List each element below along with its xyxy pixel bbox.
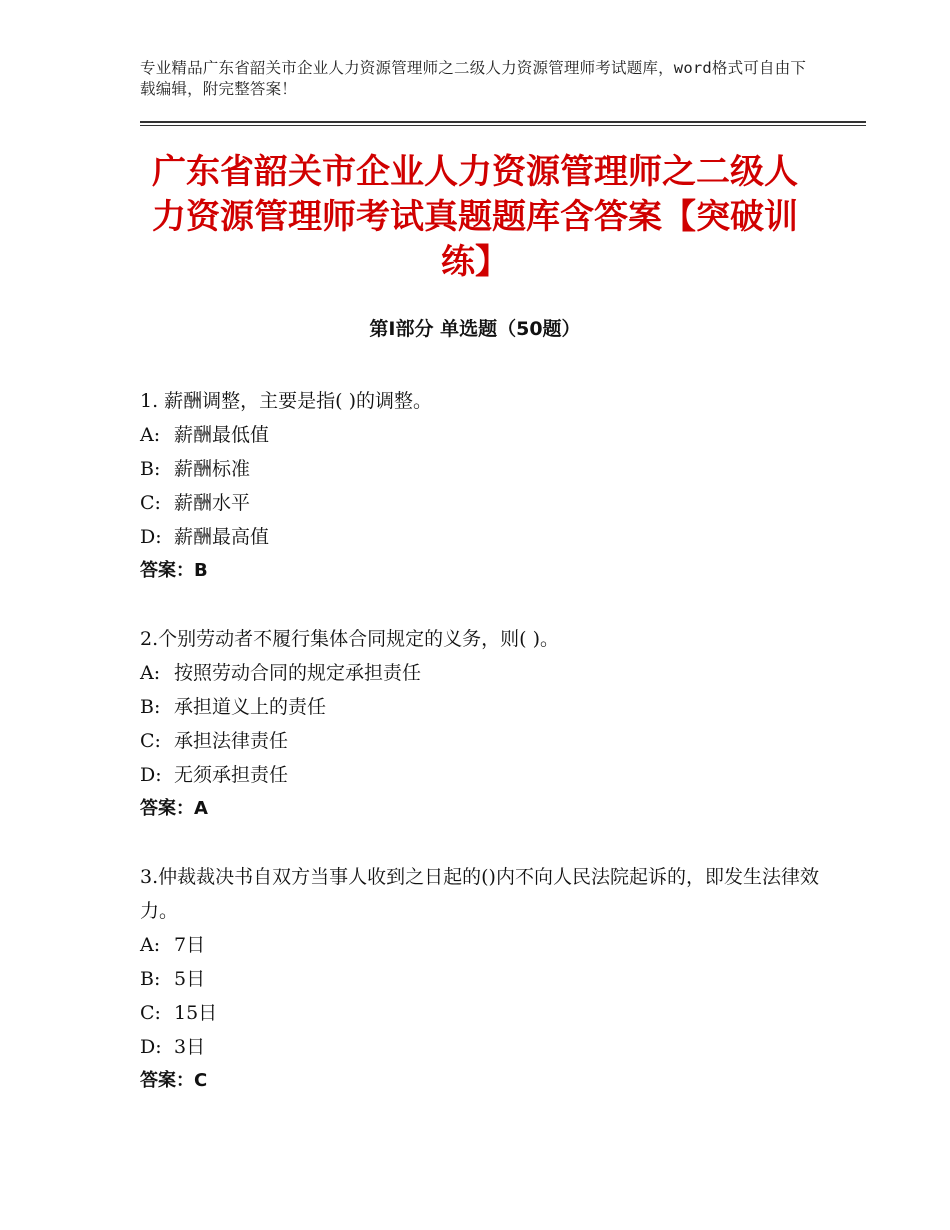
- question-stem: 3.仲裁裁决书自双方当事人收到之日起的()内不向人民法院起诉的，即发生法律效力。: [140, 866, 819, 922]
- option-text: 承担法律责任: [174, 730, 289, 752]
- option-key: C:: [140, 1002, 161, 1024]
- option-key: B:: [140, 696, 161, 718]
- option-key: A:: [140, 424, 161, 446]
- option-text: 无须承担责任: [174, 764, 289, 786]
- option-text: 3日: [174, 1036, 206, 1058]
- option-key: B:: [140, 968, 161, 990]
- section-heading: 第Ⅰ部分 单选题（50题）: [369, 318, 581, 340]
- header-divider-thin: [140, 125, 866, 126]
- option-d: [140, 758, 820, 792]
- question-1: [140, 384, 820, 588]
- option-text: 5日: [174, 968, 206, 990]
- option-key: D:: [140, 764, 162, 786]
- option-a: [140, 418, 820, 452]
- header-note: 专业精品广东省韶关市企业人力资源管理师之二级人力资源管理师考试题库，word格式可自由下载编辑，附完整答案！: [140, 59, 807, 98]
- option-text: 薪酬最高值: [174, 526, 270, 548]
- option-key: C:: [140, 730, 161, 752]
- option-a: [140, 656, 820, 690]
- option-text: 15日: [174, 1002, 218, 1024]
- option-text: 薪酬水平: [174, 492, 251, 514]
- option-text: 承担道义上的责任: [174, 696, 327, 718]
- option-key: A:: [140, 662, 161, 684]
- option-c: [140, 724, 820, 758]
- option-key: B:: [140, 458, 161, 480]
- option-c: [140, 486, 820, 520]
- question-2: [140, 622, 820, 826]
- document-title: 广东省韶关市企业人力资源管理师之二级人力资源管理师考试真题题库含答案【突破训练】: [152, 152, 798, 282]
- option-b: [140, 452, 820, 486]
- option-a: [140, 928, 820, 962]
- question-3: [140, 860, 820, 1098]
- option-text: 薪酬最低值: [174, 424, 270, 446]
- question-stem: 1. 薪酬调整，主要是指( )的调整。: [140, 390, 433, 412]
- answer-line: 答案：B: [140, 560, 208, 581]
- option-b: [140, 962, 820, 996]
- option-d: [140, 1030, 820, 1064]
- option-b: [140, 690, 820, 724]
- option-key: D:: [140, 1036, 162, 1058]
- option-key: D:: [140, 526, 162, 548]
- answer-line: 答案：C: [140, 1070, 208, 1091]
- answer-line: 答案：A: [140, 798, 208, 819]
- option-key: C:: [140, 492, 161, 514]
- option-text: 7日: [174, 934, 206, 956]
- option-d: [140, 520, 820, 554]
- option-c: [140, 996, 820, 1030]
- option-key: A:: [140, 934, 161, 956]
- header-divider-thick: [140, 121, 866, 123]
- option-text: 按照劳动合同的规定承担责任: [174, 662, 422, 684]
- option-text: 薪酬标准: [174, 458, 251, 480]
- question-stem: 2.个别劳动者不履行集体合同规定的义务，则( )。: [140, 628, 559, 650]
